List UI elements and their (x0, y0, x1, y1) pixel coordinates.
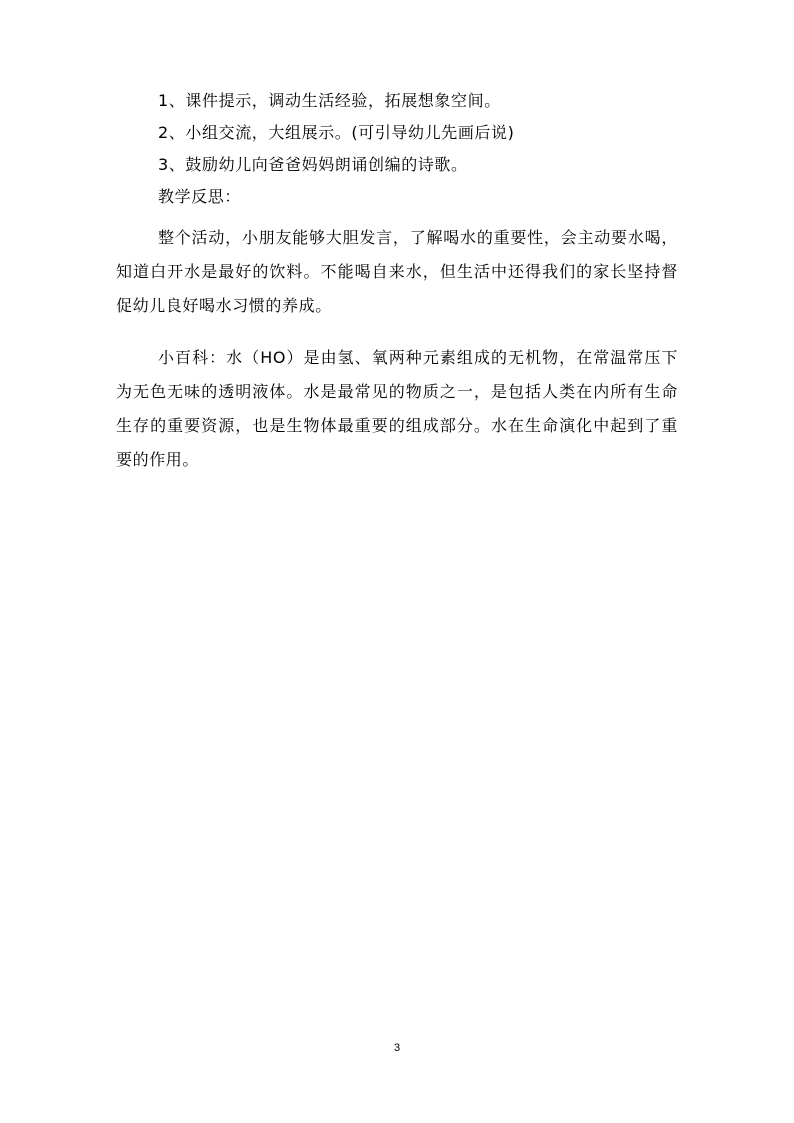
list-item-text: 课件提示，调动生活经验，拓展想象空间。 (185, 91, 501, 110)
list-item (116, 157, 678, 173)
reflection-heading: 教学反思： (158, 187, 242, 206)
document-body (116, 93, 678, 495)
list-item-number: 1、 (158, 91, 186, 110)
page-number: 3 (393, 1042, 401, 1054)
list-item-number: 3、 (158, 155, 186, 174)
list-item (116, 125, 678, 141)
list-item-text: 鼓励幼儿向爸爸妈妈朗诵创编的诗歌。 (185, 155, 468, 174)
encyclopedia-paragraph: 小百科：水（HO）是由氢、氧两种元素组成的无机物，在常温常压下为无色无味的透明液体。水是最常见的物质之一，是包括人类在内所有生命生存的重要资源，也是生物体最重要的组成部分。水在生命演化中起到了重要的作用。 (116, 348, 678, 469)
list-item (116, 93, 678, 109)
reflection-paragraph: 整个活动，小朋友能够大胆发言，了解喝水的重要性，会主动要水喝，知道白开水是最好的饮料。不能喝自来水，但生活中还得我们的家长坚持督促幼儿良好喝水习惯的养成。 (116, 228, 678, 315)
list-item-text: 小组交流，大组展示。(可引导幼儿先画后说) (185, 123, 515, 142)
list-item-number: 2、 (158, 123, 186, 142)
